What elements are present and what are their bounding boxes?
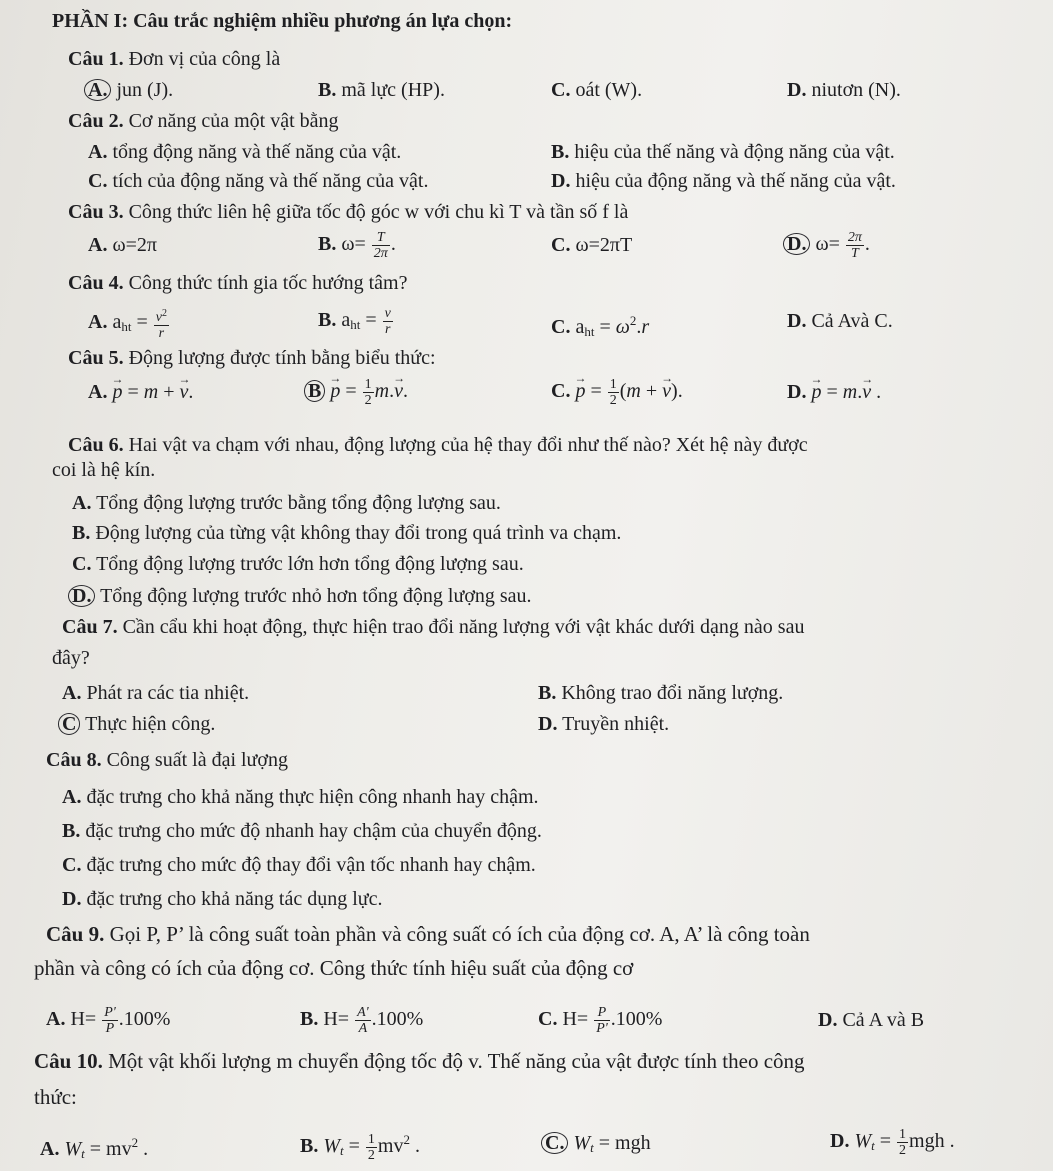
question-7-cont: đây? <box>52 647 90 669</box>
question-label: Câu 4. <box>68 272 124 294</box>
part-title: PHẦN I: Câu trắc nghiệm nhiều phương án lựa chọn: <box>52 10 513 32</box>
option-6d: D. Tổng động lượng trước nhỏ hơn tổng động lượng sau. <box>72 583 532 609</box>
question-label: Câu 6. <box>68 434 124 456</box>
option-1d: D. niutơn (N). <box>787 79 901 101</box>
question-9-cont: phần và công có ích của động cơ. Công thức tính hiệu suất của động cơ <box>34 956 634 980</box>
option-8a: A. đặc trưng cho khả năng thực hiện công nhanh hay chậm. <box>62 786 539 808</box>
option-4b: B. $a_{ht}$ = $\frac{v}{r}$ <box>318 306 391 337</box>
question-label: Câu 3. <box>68 201 124 223</box>
question-label: Câu 2. <box>68 110 124 132</box>
option-4d: D. Cả Avà C. <box>787 310 893 332</box>
option-10b: B. $W_t$ = $\frac{1}{2}$ $mv^2$ . <box>300 1131 420 1163</box>
question-label: Câu 7. <box>62 616 118 638</box>
option-8b: B. đặc trưng cho mức độ nhanh hay chậm của chuyển động. <box>62 820 542 842</box>
option-8d: D. đặc trưng cho khả năng tác dụng lực. <box>62 888 383 910</box>
option-4a: A. $a_{ht}$ = $\frac{v^2}{r}$ <box>88 308 167 341</box>
option-2b: B. hiệu của thế năng và động năng của vật. <box>551 141 895 163</box>
option-10d: D. $W_t$ = $\frac{1}{2}$ mgh . <box>830 1127 955 1158</box>
option-6c: C. Tổng động lượng trước lớn hơn tổng động lượng sau. <box>72 553 524 575</box>
option-3c: C. ω=2πT <box>551 234 633 256</box>
question-9 <box>46 921 810 947</box>
option-9d: D. Cả A và B <box>818 1009 925 1031</box>
option-7c: C Thực hiện công. <box>62 711 215 737</box>
question-2 <box>68 108 339 134</box>
option-6a: A. Tổng động lượng trước bằng tổng động lượng sau. <box>72 492 501 514</box>
question-text: Động lượng được tính bằng biểu thức: <box>128 347 436 369</box>
question-label: Câu 10. <box>34 1049 103 1073</box>
question-3 <box>68 199 628 225</box>
option-10c: C. $W_t$ = mgh <box>545 1130 651 1161</box>
option-5a: A. → p = m + → v. <box>88 379 193 405</box>
option-7d: D. Truyền nhiệt. <box>538 713 670 735</box>
option-5b: B → p = $\frac{1}{2}$ m.→ v. <box>308 377 408 408</box>
option-2a: A. tổng động năng và thế năng của vật. <box>88 141 402 163</box>
option-1a: A. jun (J). <box>88 77 173 103</box>
question-text: Cơ năng của một vật bằng <box>128 110 339 132</box>
option-2d: D. hiệu của động năng và thế năng của vật. <box>551 170 896 192</box>
question-6-cont: coi là hệ kín. <box>52 459 156 481</box>
option-9a: A. H= $\frac{P'}{P}$ .100% <box>46 1005 171 1036</box>
question-10 <box>34 1048 805 1074</box>
option-1c: C. oát (W). <box>551 79 643 101</box>
question-text: Một vật khối lượng m chuyển động tốc độ v. Thế năng của vật được tính theo công <box>108 1049 805 1073</box>
question-label: Câu 5. <box>68 347 124 369</box>
option-7b: B. Không trao đổi năng lượng. <box>538 682 784 704</box>
option-9c: C. H= $\frac{P}{P'}$ .100% <box>538 1005 663 1036</box>
question-text: Công thức tính gia tốc hướng tâm? <box>128 272 408 294</box>
question-text: Công suất là đại lượng <box>106 749 288 771</box>
option-1b: B. mã lực (HP). <box>318 79 445 101</box>
question-text: Cần cẩu khi hoạt động, thực hiện trao đổi năng lượng với vật khác dưới dạng nào sau <box>122 616 805 638</box>
option-2c: C. tích của động năng và thế năng của vật. <box>88 170 429 192</box>
option-5c: C. → p = $\frac{1}{2}$ (m + → v). <box>551 377 683 408</box>
question-label: Câu 8. <box>46 749 102 771</box>
option-4c: C. $a_{ht} = \omega^2.r$ <box>551 313 650 339</box>
option-5d: D. → p = m.→ v . <box>787 379 881 405</box>
question-1 <box>68 46 280 72</box>
question-10-cont: thức: <box>34 1085 77 1109</box>
question-text: Hai vật va chạm với nhau, động lượng của hệ thay đổi như thế nào? Xét hệ này được <box>128 434 808 456</box>
option-3d: D. ω= $\frac{2\pi}{T}$ . <box>787 230 870 261</box>
question-text: Công thức liên hệ giữa tốc độ góc w với chu kì T và tần số f là <box>128 201 629 223</box>
option-6b: B. Động lượng của từng vật không thay đổi trong quá trình va chạm. <box>72 522 622 544</box>
question-8 <box>46 747 288 773</box>
option-7a: A. Phát ra các tia nhiệt. <box>62 682 250 704</box>
question-label: Câu 9. <box>46 922 105 946</box>
question-label: Câu 1. <box>68 48 124 70</box>
option-9b: B. H= $\frac{A'}{A}$ .100% <box>300 1005 424 1036</box>
question-text: Gọi P, P’ là công suất toàn phần và công suất có ích của động cơ. A, A’ là công toàn <box>109 922 810 946</box>
question-7 <box>62 614 804 640</box>
option-3a: A. ω=2π <box>88 234 157 256</box>
question-4 <box>68 270 407 296</box>
option-3b: B. ω= $\frac{T}{2\pi}$ . <box>318 230 396 261</box>
option-10a: A. $W_t = mv^2$ . <box>40 1135 149 1161</box>
question-text: Đơn vị của công là <box>128 48 281 70</box>
question-6 <box>68 432 808 458</box>
option-8c: C. đặc trưng cho mức độ thay đổi vận tốc nhanh hay chậm. <box>62 854 536 876</box>
